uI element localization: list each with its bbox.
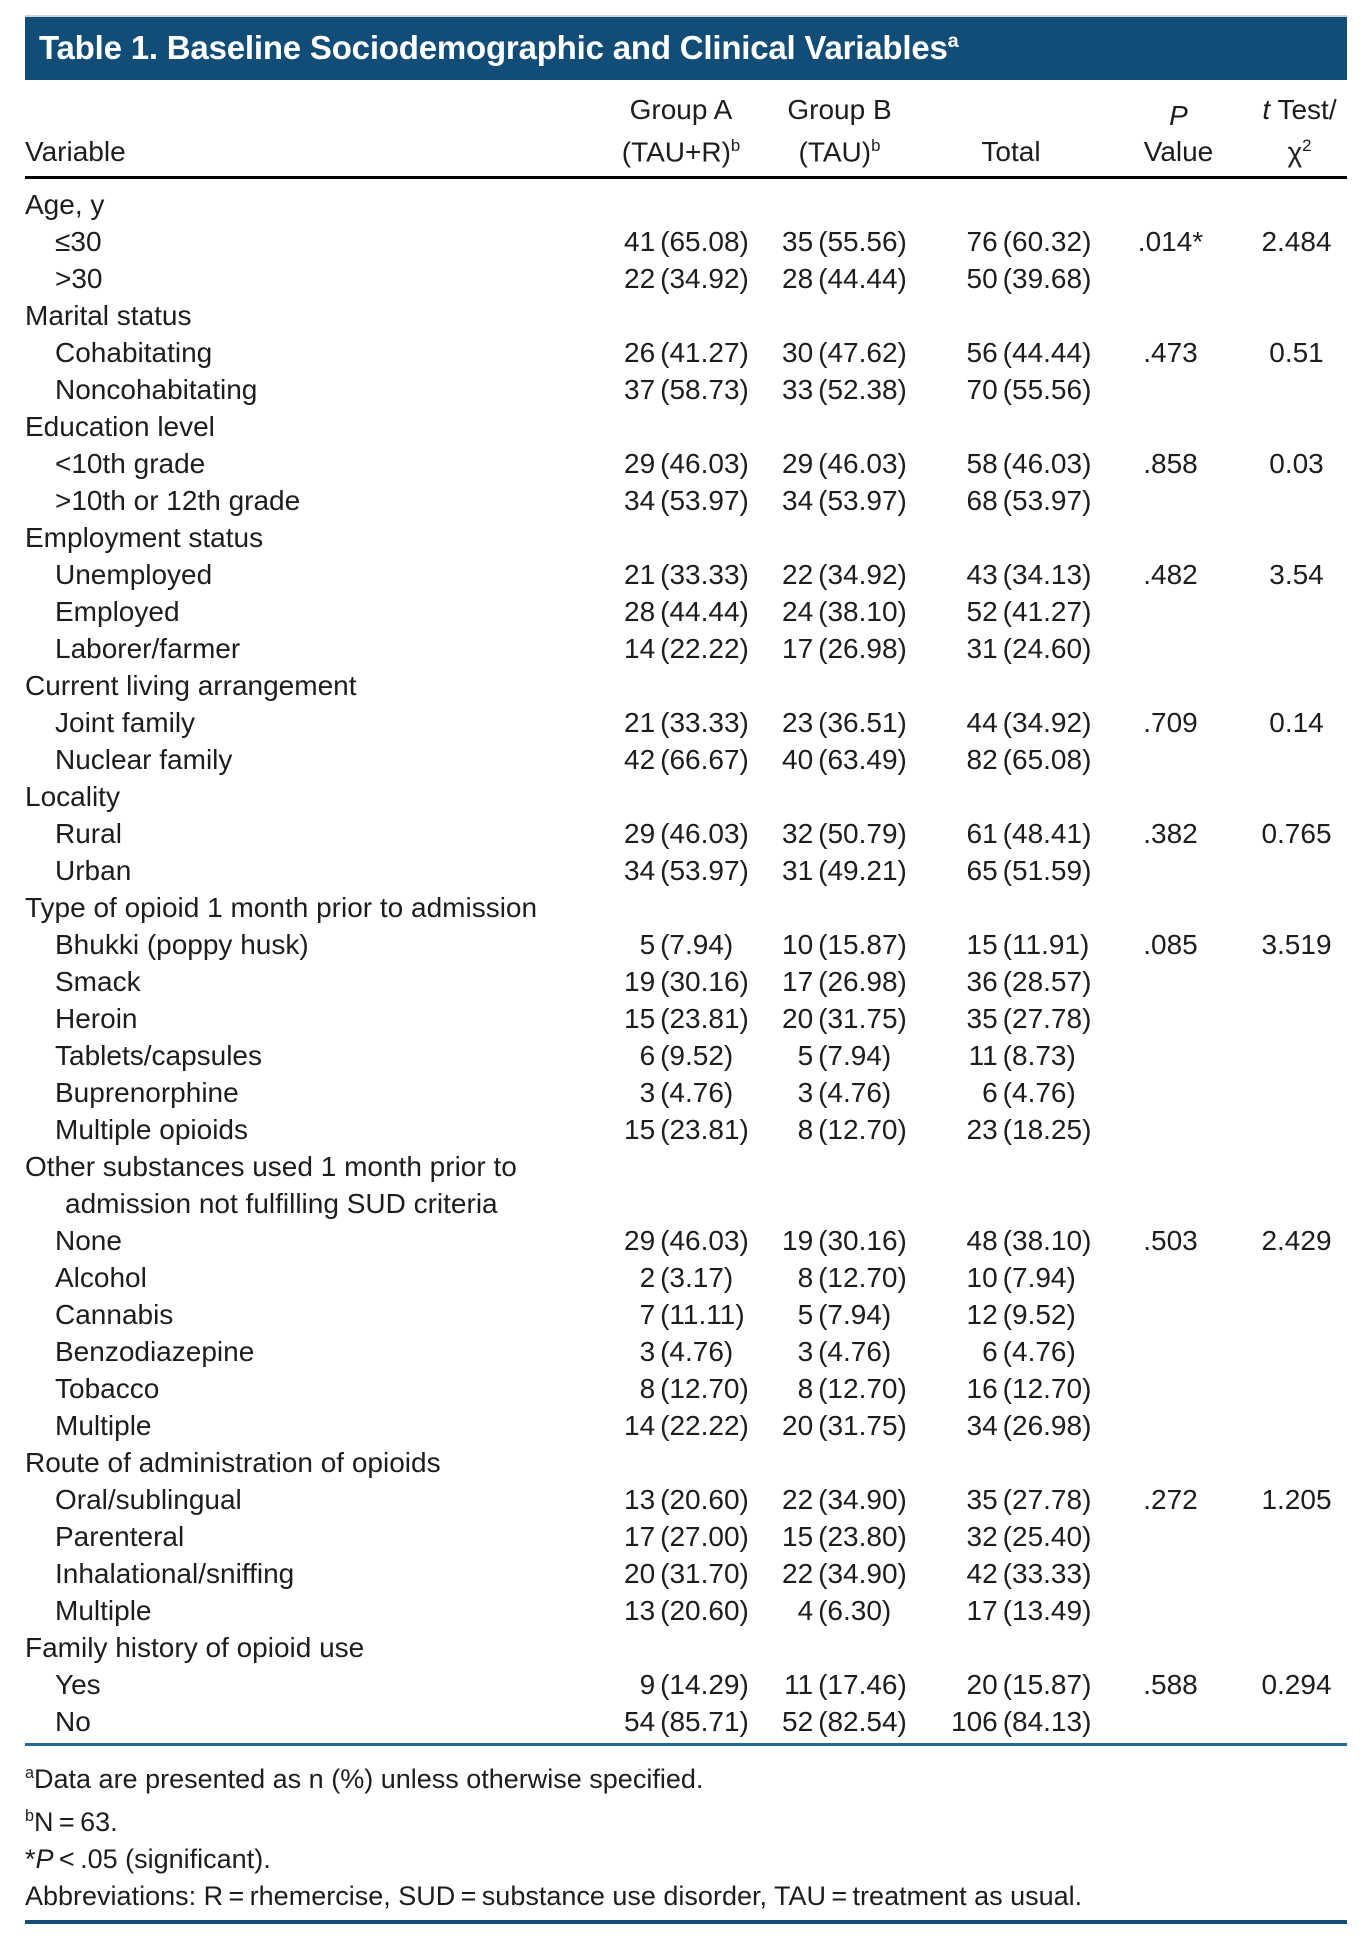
cell-group-b: 32 (50.79)	[782, 818, 907, 850]
cell-total: 11 (8.73)	[968, 1040, 1076, 1072]
cell-group-b: 40 (63.49)	[782, 744, 907, 776]
cell-group-a: 17 (27.00)	[624, 1521, 749, 1553]
cell-p-value	[1105, 1592, 1222, 1629]
row-label: Yes	[55, 1669, 101, 1701]
cell-group-a: 29 (46.03)	[624, 1225, 749, 1257]
cell-group-b: 22 (34.90)	[782, 1484, 907, 1516]
cell-total: 44 (34.92)	[966, 707, 1092, 739]
cell-test-statistic	[1222, 1407, 1347, 1444]
table-row	[25, 1370, 1347, 1407]
section-label: Employment status	[25, 522, 264, 554]
cell-group-b: 11 (17.46)	[784, 1669, 907, 1701]
table-row	[25, 482, 1347, 519]
cell-group-b: 22 (34.90)	[782, 1558, 907, 1590]
cell-test-statistic	[1222, 741, 1347, 778]
table-row	[25, 704, 1347, 741]
cell-p-value	[1105, 1703, 1222, 1740]
cell-test-statistic: 2.484	[1261, 226, 1332, 258]
row-label: >10th or 12th grade	[55, 485, 301, 517]
cell-test-statistic	[1222, 963, 1347, 1000]
cell-group-b: 3 (4.76)	[797, 1336, 892, 1368]
cell-p-value	[1105, 1259, 1222, 1296]
table-row	[25, 741, 1347, 778]
cell-test-statistic	[1222, 1000, 1347, 1037]
cell-group-a: 15 (23.81)	[624, 1003, 749, 1035]
cell-group-b: 8 (12.70)	[797, 1114, 907, 1146]
table-row	[25, 1703, 1347, 1740]
row-label: Rural	[55, 818, 122, 850]
cell-p-value	[1105, 1037, 1222, 1074]
table-container	[25, 15, 1347, 1924]
section-label: Education level	[25, 411, 215, 443]
row-label: Multiple	[55, 1595, 152, 1627]
cell-group-a: 15 (23.81)	[624, 1114, 749, 1146]
cell-total: 10 (7.94)	[966, 1262, 1076, 1294]
cell-p-value: .014*	[1137, 226, 1204, 258]
row-label: Inhalational/sniffing	[55, 1558, 295, 1590]
table-row	[25, 1000, 1347, 1037]
table-row	[25, 1592, 1347, 1629]
table-row	[25, 556, 1347, 593]
cell-total: 20 (15.87)	[966, 1669, 1092, 1701]
cell-total: 34 (26.98)	[966, 1410, 1092, 1442]
table-row	[25, 223, 1347, 260]
cell-p-value	[1105, 260, 1222, 297]
table-row	[25, 593, 1347, 630]
cell-group-b: 3 (4.76)	[797, 1077, 892, 1109]
cell-p-value: .272	[1143, 1484, 1198, 1516]
section-label: Age, y	[25, 189, 105, 221]
row-label: Tablets/capsules	[55, 1040, 263, 1072]
cell-group-a: 29 (46.03)	[624, 448, 749, 480]
cell-test-statistic	[1222, 260, 1347, 297]
cell-p-value	[1105, 630, 1222, 667]
cell-total: 50 (39.68)	[966, 263, 1092, 295]
column-header-group-a: Group A $(TAU+R)^b$	[621, 94, 741, 168]
cell-total: 68 (53.97)	[966, 485, 1092, 517]
table-row	[25, 445, 1347, 482]
cell-group-a: 20 (31.70)	[624, 1558, 749, 1590]
column-header-p-value: P Value	[1143, 100, 1214, 168]
table-row	[25, 889, 1347, 926]
table-row	[25, 186, 1347, 223]
cell-p-value	[1105, 1296, 1222, 1333]
row-label: Cohabitating	[55, 337, 213, 369]
cell-group-b: 4 (6.30)	[797, 1595, 892, 1627]
cell-p-value: .382	[1143, 818, 1198, 850]
cell-test-statistic: 0.765	[1261, 818, 1332, 850]
cell-group-a: 34 (53.97)	[624, 485, 749, 517]
row-label: Nuclear family	[55, 744, 233, 776]
cell-total: 106 (84.13)	[951, 1706, 1092, 1738]
table-row	[25, 1333, 1347, 1370]
row-label: ≤30	[55, 226, 102, 258]
cell-test-statistic: 0.294	[1261, 1669, 1332, 1701]
cell-p-value	[1105, 371, 1222, 408]
footnote-a: $^a$Data are presented as n (%) unless otherwise specified.	[25, 1764, 704, 1795]
cell-test-statistic	[1222, 1703, 1347, 1740]
section-label: Family history of opioid use	[25, 1632, 365, 1664]
cell-group-b: 10 (15.87)	[782, 929, 907, 961]
cell-total: 70 (55.56)	[966, 374, 1092, 406]
row-label: None	[55, 1225, 122, 1257]
table-row	[25, 1222, 1347, 1259]
cell-test-statistic	[1222, 1111, 1347, 1148]
cell-group-b: 19 (30.16)	[782, 1225, 907, 1257]
cell-group-a: 22 (34.92)	[624, 263, 749, 295]
cell-p-value	[1105, 1000, 1222, 1037]
footnote-b: $^b$N = 63.	[25, 1807, 118, 1838]
table-row	[25, 852, 1347, 889]
table-row	[25, 778, 1347, 815]
row-label: Oral/sublingual	[55, 1484, 242, 1516]
cell-test-statistic	[1222, 1370, 1347, 1407]
cell-test-statistic	[1222, 852, 1347, 889]
cell-total: 58 (46.03)	[966, 448, 1092, 480]
row-label: Employed	[55, 596, 180, 628]
cell-group-b: 5 (7.94)	[797, 1299, 892, 1331]
row-label: Multiple opioids	[55, 1114, 248, 1146]
cell-group-a: 34 (53.97)	[624, 855, 749, 887]
cell-total: 32 (25.40)	[966, 1521, 1092, 1553]
cell-group-a: 29 (46.03)	[624, 818, 749, 850]
table-row	[25, 1074, 1347, 1111]
cell-total: 23 (18.25)	[966, 1114, 1092, 1146]
footnotes	[25, 1746, 1347, 1915]
cell-test-statistic	[1222, 593, 1347, 630]
table-row	[25, 1481, 1347, 1518]
cell-group-b: 20 (31.75)	[782, 1410, 907, 1442]
row-label: <10th grade	[55, 448, 206, 480]
cell-test-statistic	[1222, 1333, 1347, 1370]
cell-total: 43 (34.13)	[966, 559, 1092, 591]
table-row	[25, 1148, 1347, 1222]
cell-total: 42 (33.33)	[966, 1558, 1092, 1590]
section-label: Marital status	[25, 300, 192, 332]
cell-group-b: 33 (52.38)	[782, 374, 907, 406]
cell-group-b: 20 (31.75)	[782, 1003, 907, 1035]
cell-group-a: 2 (3.17)	[639, 1262, 734, 1294]
cell-test-statistic	[1222, 1555, 1347, 1592]
row-label: Buprenorphine	[55, 1077, 239, 1109]
cell-group-b: 5 (7.94)	[797, 1040, 892, 1072]
cell-group-a: 13 (20.60)	[624, 1484, 749, 1516]
row-label: >30	[55, 263, 103, 295]
cell-p-value: .503	[1143, 1225, 1198, 1257]
table-row	[25, 1518, 1347, 1555]
table-row	[25, 815, 1347, 852]
cell-test-statistic: 3.519	[1261, 929, 1332, 961]
section-label: Current living arrangement	[25, 670, 357, 702]
table-row	[25, 519, 1347, 556]
cell-p-value	[1105, 482, 1222, 519]
table-row	[25, 408, 1347, 445]
row-label: Joint family	[55, 707, 196, 739]
section-label: Locality	[25, 781, 120, 813]
cell-p-value: .858	[1143, 448, 1198, 480]
table-title: Table 1. Baseline Sociodemographic and Clinical Variables	[39, 29, 948, 66]
cell-group-b: 15 (23.80)	[782, 1521, 907, 1553]
cell-group-b: 17 (26.98)	[782, 633, 907, 665]
cell-group-b: 8 (12.70)	[797, 1262, 907, 1294]
table-row	[25, 260, 1347, 297]
cell-p-value	[1105, 593, 1222, 630]
cell-group-a: 28 (44.44)	[624, 596, 749, 628]
table-row	[25, 963, 1347, 1000]
cell-test-statistic	[1222, 1518, 1347, 1555]
cell-total: 6 (4.76)	[982, 1336, 1076, 1368]
row-label: Tobacco	[55, 1373, 160, 1405]
table-row	[25, 630, 1347, 667]
column-header-group-a-superscript: b	[730, 136, 741, 155]
cell-total: 16 (12.70)	[966, 1373, 1092, 1405]
row-label: Bhukki (poppy husk)	[55, 929, 309, 961]
cell-group-b: 23 (36.51)	[782, 707, 907, 739]
table-row	[25, 334, 1347, 371]
cell-group-a: 42 (66.67)	[624, 744, 749, 776]
row-label: Heroin	[55, 1003, 138, 1035]
row-label: Laborer/farmer	[55, 633, 241, 665]
cell-group-b: 34 (53.97)	[782, 485, 907, 517]
cell-total: 31 (24.60)	[966, 633, 1092, 665]
cell-total: 48 (38.10)	[966, 1225, 1092, 1257]
row-label: Parenteral	[55, 1521, 185, 1553]
table-row	[25, 1444, 1347, 1481]
cell-group-a: 26 (41.27)	[624, 337, 749, 369]
cell-test-statistic: 3.54	[1269, 559, 1324, 591]
footnote-abbreviations: Abbreviations: R = rhemercise, SUD = substance use disorder, TAU = treatment as usual.	[25, 1881, 1083, 1912]
cell-group-a: 7 (11.11)	[639, 1299, 745, 1331]
column-header-row	[25, 80, 1347, 179]
cell-group-b: 30 (47.62)	[782, 337, 907, 369]
cell-test-statistic: 0.51	[1269, 337, 1324, 369]
cell-group-a: 54 (85.71)	[624, 1706, 749, 1738]
cell-p-value: .085	[1143, 929, 1198, 961]
cell-group-a: 3 (4.76)	[639, 1336, 734, 1368]
row-label: No	[55, 1706, 91, 1738]
cell-group-a: 21 (33.33)	[624, 707, 749, 739]
cell-total: 6 (4.76)	[982, 1077, 1076, 1109]
cell-test-statistic	[1222, 630, 1347, 667]
cell-group-a: 3 (4.76)	[639, 1077, 734, 1109]
cell-group-b: 17 (26.98)	[782, 966, 907, 998]
table-body	[25, 179, 1347, 1740]
cell-test-statistic	[1222, 371, 1347, 408]
cell-total: 17 (13.49)	[966, 1595, 1092, 1627]
table-row	[25, 1111, 1347, 1148]
table-row	[25, 297, 1347, 334]
cell-total: 82 (65.08)	[966, 744, 1092, 776]
table-title-superscript: a	[947, 30, 959, 52]
cell-total: 35 (27.78)	[966, 1003, 1092, 1035]
cell-group-a: 14 (22.22)	[624, 633, 749, 665]
cell-group-a: 6 (9.52)	[639, 1040, 734, 1072]
table-row	[25, 926, 1347, 963]
cell-p-value	[1105, 1111, 1222, 1148]
row-label: Multiple	[55, 1410, 152, 1442]
cell-group-b: 35 (55.56)	[782, 226, 907, 258]
cell-group-b: 31 (49.21)	[782, 855, 907, 887]
cell-p-value	[1105, 1518, 1222, 1555]
cell-total: 52 (41.27)	[966, 596, 1092, 628]
cell-total: 15 (11.91)	[966, 929, 1090, 961]
cell-test-statistic: 0.03	[1269, 448, 1324, 480]
cell-group-b: 24 (38.10)	[782, 596, 907, 628]
cell-test-statistic: 2.429	[1261, 1225, 1332, 1257]
cell-test-statistic	[1222, 1037, 1347, 1074]
cell-p-value: .473	[1143, 337, 1198, 369]
cell-group-a: 19 (30.16)	[624, 966, 749, 998]
cell-group-b: 22 (34.92)	[782, 559, 907, 591]
section-label: Other substances used 1 month prior to admission not fulfilling SUD criteria	[25, 1151, 517, 1220]
cell-p-value	[1105, 741, 1222, 778]
cell-test-statistic	[1222, 1074, 1347, 1111]
cell-total: 12 (9.52)	[966, 1299, 1076, 1331]
row-label: Unemployed	[55, 559, 213, 591]
cell-p-value	[1105, 1074, 1222, 1111]
table-row	[25, 1259, 1347, 1296]
table-row	[25, 1555, 1347, 1592]
cell-test-statistic	[1222, 1592, 1347, 1629]
table-row	[25, 371, 1347, 408]
cell-group-a: 14 (22.22)	[624, 1410, 749, 1442]
cell-test-statistic: 1.205	[1261, 1484, 1332, 1516]
table-title-bar	[25, 15, 1347, 80]
cell-p-value: .588	[1143, 1669, 1198, 1701]
cell-group-a: 41 (65.08)	[624, 226, 749, 258]
cell-p-value	[1105, 852, 1222, 889]
table-row	[25, 1629, 1347, 1666]
table-row	[25, 1296, 1347, 1333]
section-label: Type of opioid 1 month prior to admission	[25, 892, 538, 924]
cell-total: 35 (27.78)	[966, 1484, 1092, 1516]
table-row	[25, 667, 1347, 704]
section-label: Route of administration of opioids	[25, 1447, 441, 1479]
cell-test-statistic	[1222, 1259, 1347, 1296]
cell-test-statistic	[1222, 482, 1347, 519]
cell-p-value	[1105, 1370, 1222, 1407]
cell-group-b: 8 (12.70)	[797, 1373, 907, 1405]
bottom-rule	[25, 1920, 1347, 1924]
cell-p-value	[1105, 1555, 1222, 1592]
row-label: Cannabis	[55, 1299, 174, 1331]
cell-total: 36 (28.57)	[966, 966, 1092, 998]
table-row	[25, 1666, 1347, 1703]
cell-group-b: 29 (46.03)	[782, 448, 907, 480]
cell-test-statistic	[1222, 1296, 1347, 1333]
cell-group-b: 28 (44.44)	[782, 263, 907, 295]
cell-group-a: 37 (58.73)	[624, 374, 749, 406]
cell-group-a: 13 (20.60)	[624, 1595, 749, 1627]
row-label: Smack	[55, 966, 141, 998]
column-header-group-b-superscript: b	[871, 136, 881, 155]
cell-group-a: 9 (14.29)	[639, 1669, 749, 1701]
cell-total: 65 (51.59)	[966, 855, 1092, 887]
cell-group-b: 52 (82.54)	[782, 1706, 907, 1738]
column-header-group-b: Group B (TAU)$^b$	[787, 94, 892, 168]
column-header-test-statistic: t Test/ $\chi^2$	[1262, 94, 1337, 168]
cell-total: 56 (44.44)	[966, 337, 1092, 369]
row-label: Noncohabitating	[55, 374, 258, 406]
row-label: Alcohol	[55, 1262, 147, 1294]
cell-p-value: .482	[1143, 559, 1198, 591]
cell-group-a: 5 (7.94)	[639, 929, 734, 961]
cell-p-value: .709	[1143, 707, 1198, 739]
cell-group-a: 8 (12.70)	[639, 1373, 749, 1405]
column-header-total: Total	[981, 136, 1041, 168]
cell-p-value	[1105, 1333, 1222, 1370]
row-label: Urban	[55, 855, 132, 887]
footnote-significance: *P < .05 (significant).	[25, 1844, 271, 1875]
row-label: Benzodiazepine	[55, 1336, 255, 1368]
cell-test-statistic: 0.14	[1269, 707, 1324, 739]
cell-p-value	[1105, 1407, 1222, 1444]
cell-group-a: 21 (33.33)	[624, 559, 749, 591]
table-row	[25, 1037, 1347, 1074]
table-row	[25, 1407, 1347, 1444]
cell-total: 76 (60.32)	[966, 226, 1092, 258]
cell-total: 61 (48.41)	[966, 818, 1092, 850]
cell-p-value	[1105, 963, 1222, 1000]
column-header-variable: Variable	[25, 136, 126, 168]
